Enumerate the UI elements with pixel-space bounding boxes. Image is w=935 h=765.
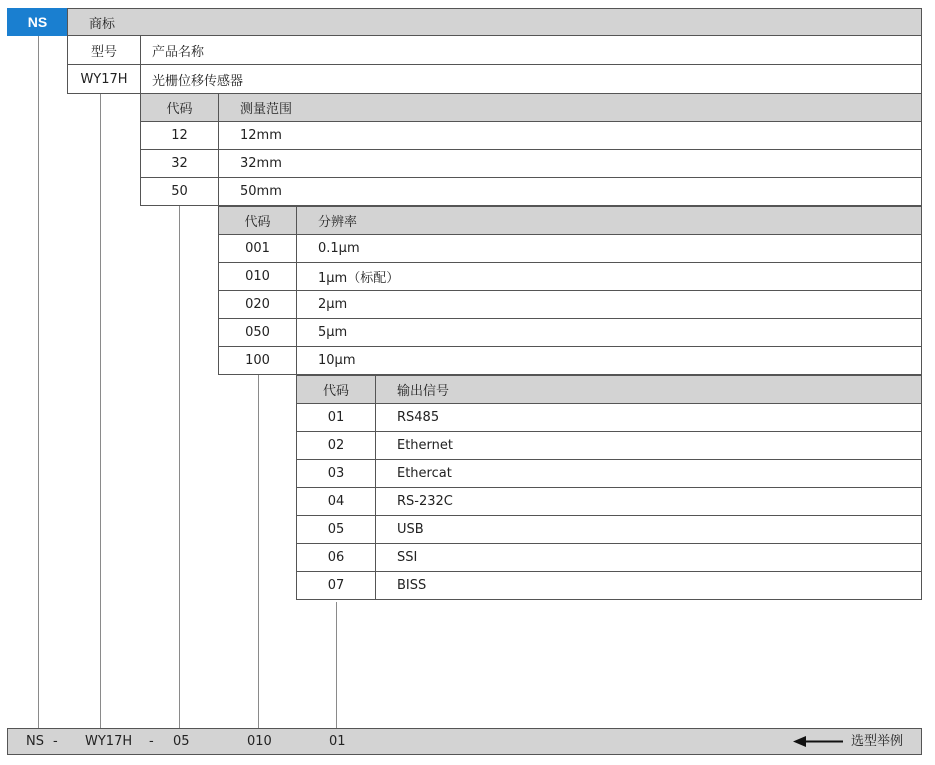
model-header-code: 型号 (67, 35, 141, 65)
resolution-row-value: 2μm (296, 290, 922, 319)
range-header-code: 代码 (140, 93, 219, 122)
selection-example-bar (7, 728, 922, 755)
range-row-code: 32 (140, 149, 219, 178)
connector-line-brand (38, 35, 39, 728)
left-arrow-icon (793, 735, 845, 748)
example-brand: NS (26, 734, 44, 749)
resolution-row-value: 0.1μm (296, 234, 922, 263)
connector-line-range (179, 206, 180, 728)
range-row-code: 50 (140, 177, 219, 206)
resolution-row-value: 5μm (296, 318, 922, 347)
output-header-name: 输出信号 (375, 375, 922, 404)
range-row-code: 12 (140, 121, 219, 150)
output-row-value: RS485 (375, 403, 922, 432)
example-separator: - (149, 734, 154, 749)
connector-line-output (336, 602, 337, 728)
resolution-row-value: 1μm（标配） (296, 262, 922, 291)
output-row-code: 02 (296, 431, 376, 460)
example-model: WY17H (85, 734, 133, 749)
output-row-code: 04 (296, 487, 376, 516)
resolution-row-code: 020 (218, 290, 297, 319)
output-row-code: 07 (296, 571, 376, 600)
output-row-code: 03 (296, 459, 376, 488)
range-row-value: 50mm (218, 177, 922, 206)
resolution-row-code: 010 (218, 262, 297, 291)
resolution-row-code: 001 (218, 234, 297, 263)
resolution-row-value: 10μm (296, 346, 922, 375)
example-label: 选型举例 (851, 734, 904, 749)
output-header-code: 代码 (296, 375, 376, 404)
output-row-value: RS-232C (375, 487, 922, 516)
output-row-value: USB (375, 515, 922, 544)
output-row-value: Ethernet (375, 431, 922, 460)
range-header-name: 测量范围 (218, 93, 922, 122)
model-code: WY17H (67, 64, 141, 94)
model-name: 光栅位移传感器 (140, 64, 922, 94)
connector-line-model (100, 93, 101, 728)
output-row-value: Ethercat (375, 459, 922, 488)
example-output: 01 (329, 734, 346, 749)
connector-line-resolution (258, 375, 259, 728)
resolution-row-code: 100 (218, 346, 297, 375)
output-row-code: 06 (296, 543, 376, 572)
output-row-code: 05 (296, 515, 376, 544)
resolution-header-name: 分辨率 (296, 206, 922, 235)
model-header-name: 产品名称 (140, 35, 922, 65)
resolution-header-code: 代码 (218, 206, 297, 235)
example-resolution: 010 (247, 734, 272, 749)
brand-label: 商标 (67, 8, 922, 36)
range-row-value: 12mm (218, 121, 922, 150)
brand-code-badge: NS (7, 8, 68, 36)
output-row-value: SSI (375, 543, 922, 572)
example-separator: - (53, 734, 58, 749)
output-row-value: BISS (375, 571, 922, 600)
output-row-code: 01 (296, 403, 376, 432)
example-range: 05 (173, 734, 190, 749)
resolution-row-code: 050 (218, 318, 297, 347)
range-row-value: 32mm (218, 149, 922, 178)
